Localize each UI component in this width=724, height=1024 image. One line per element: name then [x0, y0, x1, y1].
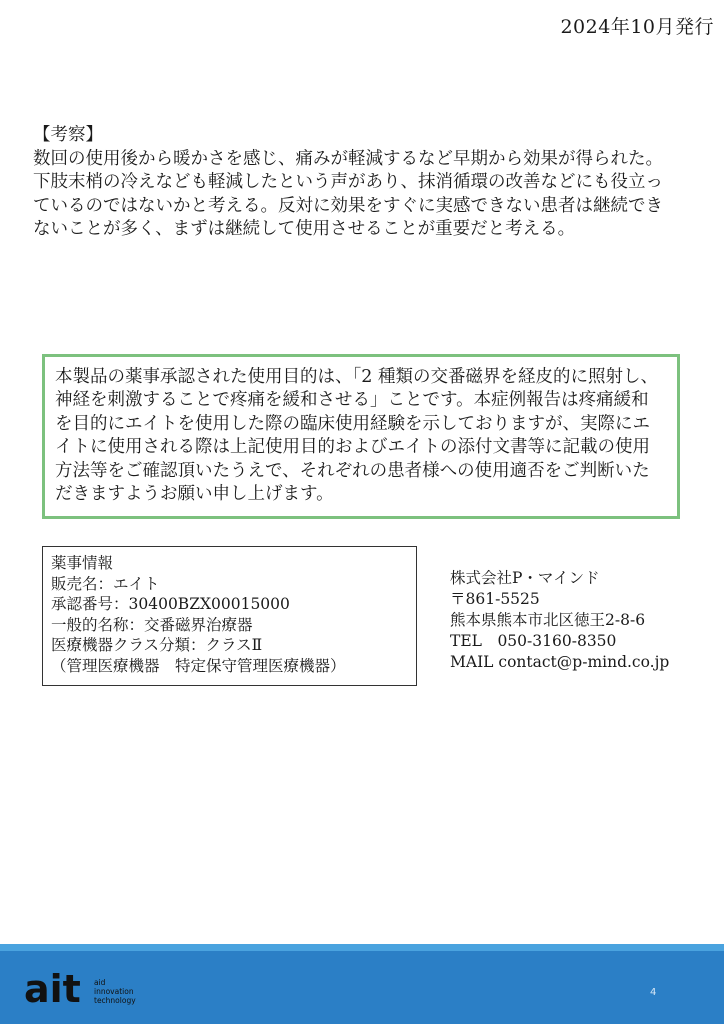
regulatory-heading: 薬事情報	[51, 554, 114, 572]
consideration-heading: 【考察】	[33, 125, 103, 145]
logo-wordmark: ait	[24, 969, 81, 1011]
footer-accent-line	[0, 944, 724, 951]
logo-tagline-technology: technology	[94, 996, 136, 1005]
regulatory-notice-box: 本製品の薬事承認された使用目的は、「2 種類の交番磁界を経皮的に照射し、神経を刺激することで疼痛を緩和させる」ことです。本症例報告は疼痛緩和を目的にエイトを使用した際の臨床使用経験を示しておりますが、実際にエイトに使用される際は上記使用目的およびエイトの添付文書等に記載の使用方法等をご確認頂いたうえで、それぞれの患者様への使用適否をご判断いただきますようお願い申し上げます。	[42, 354, 680, 519]
approval-number: 承認番号：30400BZX00015000	[51, 595, 290, 613]
device-class: 医療機器クラス分類：クラスⅡ	[51, 636, 263, 654]
consideration-paragraph-2: 下肢末梢の冷えなども軽減したという声があり、抹消循環の改善などにも役立っているのではないかと考える。反対に効果をすぐに実感できない患者は継続できないことが多く、まずは継続して使用させることが重要だと考える。	[33, 172, 663, 239]
consideration-section	[33, 124, 673, 242]
issue-date: 2024年10月発行	[560, 16, 714, 38]
company-tel: TEL 050-3160-8350	[450, 632, 617, 650]
page-number: 4	[650, 987, 657, 998]
company-name: 株式会社P・マインド	[450, 569, 600, 587]
device-category: （管理医療機器 特定保守管理医療機器）	[51, 656, 346, 675]
product-name: 販売名：エイト	[51, 574, 160, 593]
logo-tagline-innovation: innovation	[94, 987, 134, 996]
company-address: 熊本県熊本市北区徳王2-8-6	[450, 611, 646, 629]
regulatory-info-box	[42, 546, 417, 686]
company-info	[450, 568, 669, 673]
generic-name: 一般的名称：交番磁界治療器	[51, 615, 253, 634]
logo-tagline-aid: aid	[94, 978, 106, 987]
company-mail: MAIL contact@p-mind.co.jp	[450, 653, 670, 671]
consideration-paragraph-1: 数回の使用後から暖かさを感じ、痛みが軽減するなど早期から効果が得られた。	[33, 148, 663, 169]
company-postal: 〒861-5525	[450, 590, 540, 608]
footer	[0, 951, 724, 1024]
ait-logo	[24, 969, 154, 1011]
